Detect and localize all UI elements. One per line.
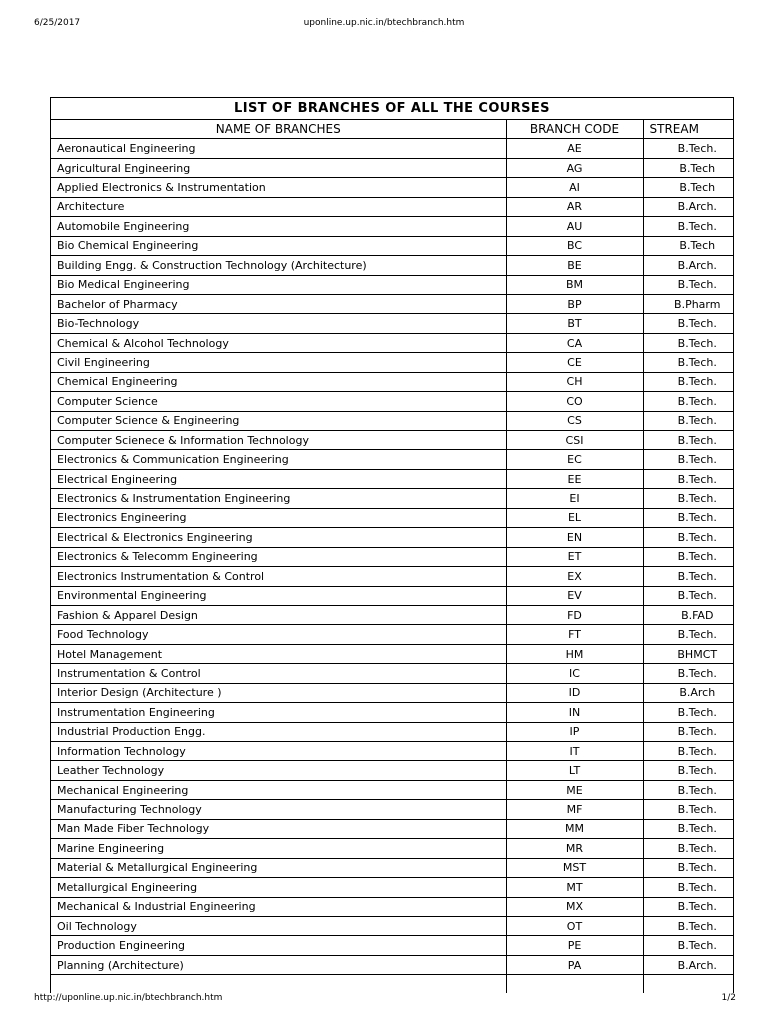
table-row	[51, 878, 733, 897]
branch-name-cell: Leather Technology	[51, 761, 506, 780]
branch-code-cell: BC	[506, 236, 643, 255]
branch-name-cell: Information Technology	[51, 742, 506, 761]
table-row	[51, 547, 733, 566]
table-row	[51, 567, 733, 586]
table-row	[51, 450, 733, 469]
branch-code-cell: BP	[506, 294, 643, 313]
stream-cell: B.Tech.	[643, 722, 733, 741]
branch-name-cell: Industrial Production Engg.	[51, 722, 506, 741]
table-row	[51, 722, 733, 741]
stream-cell: B.Tech.	[643, 586, 733, 605]
table-body	[51, 139, 733, 993]
branch-name-cell: Planning (Architecture)	[51, 955, 506, 974]
stream-cell: B.Tech.	[643, 217, 733, 236]
branch-name-cell: Bachelor of Pharmacy	[51, 294, 506, 313]
branch-name-cell: Bio Chemical Engineering	[51, 236, 506, 255]
branch-name-cell: Electronics & Telecomm Engineering	[51, 547, 506, 566]
table-row	[51, 372, 733, 391]
stream-cell: B.Arch.	[643, 197, 733, 216]
branch-name-cell: Chemical Engineering	[51, 372, 506, 391]
branches-table	[51, 120, 733, 993]
stream-cell: B.Tech.	[643, 742, 733, 761]
branch-code-cell: BT	[506, 314, 643, 333]
table-row	[51, 469, 733, 488]
table-row	[51, 217, 733, 236]
stream-cell: B.Tech.	[643, 547, 733, 566]
table-continuation-row	[51, 975, 733, 994]
branch-code-cell: CH	[506, 372, 643, 391]
branch-code-cell: PA	[506, 955, 643, 974]
table-row	[51, 839, 733, 858]
branch-name-cell: Hotel Management	[51, 644, 506, 663]
branch-name-cell: Instrumentation Engineering	[51, 703, 506, 722]
branch-code-cell: IC	[506, 664, 643, 683]
branch-code-cell: AI	[506, 178, 643, 197]
branch-name-cell: Metallurgical Engineering	[51, 878, 506, 897]
table-row	[51, 508, 733, 527]
stream-cell: B.Arch.	[643, 256, 733, 275]
branch-code-cell: AU	[506, 217, 643, 236]
branch-name-cell: Agricultural Engineering	[51, 158, 506, 177]
column-header-stream: STREAM	[643, 120, 733, 139]
branch-name-cell: Computer Science	[51, 392, 506, 411]
stream-cell: B.Tech.	[643, 800, 733, 819]
table-row	[51, 683, 733, 702]
branch-name-cell: Chemical & Alcohol Technology	[51, 333, 506, 352]
empty-cell	[506, 975, 643, 994]
branch-name-cell: Material & Metallurgical Engineering	[51, 858, 506, 877]
branch-name-cell: Mechanical & Industrial Engineering	[51, 897, 506, 916]
branch-code-cell: CSI	[506, 431, 643, 450]
table-row	[51, 353, 733, 372]
stream-cell: B.Tech.	[643, 878, 733, 897]
branch-code-cell: PE	[506, 936, 643, 955]
branch-name-cell: Bio Medical Engineering	[51, 275, 506, 294]
table-row	[51, 703, 733, 722]
branch-code-cell: AE	[506, 139, 643, 158]
stream-cell: B.Tech.	[643, 275, 733, 294]
stream-cell: B.Tech.	[643, 392, 733, 411]
table-row	[51, 197, 733, 216]
branch-code-cell: CE	[506, 353, 643, 372]
branch-name-cell: Mechanical Engineering	[51, 780, 506, 799]
stream-cell: B.Tech.	[643, 703, 733, 722]
branch-code-cell: EN	[506, 528, 643, 547]
branch-name-cell: Food Technology	[51, 625, 506, 644]
branch-code-cell: BE	[506, 256, 643, 275]
table-row	[51, 664, 733, 683]
stream-cell: B.Tech.	[643, 625, 733, 644]
branch-name-cell: Electronics Engineering	[51, 508, 506, 527]
branch-code-cell: IT	[506, 742, 643, 761]
stream-cell: BHMCT	[643, 644, 733, 663]
stream-cell: B.Tech.	[643, 508, 733, 527]
column-header-code: BRANCH CODE	[506, 120, 643, 139]
table-row	[51, 314, 733, 333]
table-row	[51, 858, 733, 877]
table-row	[51, 294, 733, 313]
branch-name-cell: Man Made Fiber Technology	[51, 819, 506, 838]
branch-name-cell: Oil Technology	[51, 916, 506, 935]
table-header-row	[51, 120, 733, 139]
page-number: 1/2	[721, 993, 736, 1003]
branch-code-cell: MR	[506, 839, 643, 858]
branch-code-cell: CS	[506, 411, 643, 430]
branch-code-cell: EX	[506, 567, 643, 586]
stream-cell: B.Arch.	[643, 955, 733, 974]
branch-name-cell: Marine Engineering	[51, 839, 506, 858]
table-row	[51, 761, 733, 780]
stream-cell: B.Tech.	[643, 528, 733, 547]
column-header-name: NAME OF BRANCHES	[51, 120, 506, 139]
table-row	[51, 586, 733, 605]
stream-cell: B.Tech.	[643, 353, 733, 372]
branch-name-cell: Computer Scienece & Information Technology	[51, 431, 506, 450]
table-row	[51, 819, 733, 838]
print-header-url: uponline.up.nic.in/btechbranch.htm	[303, 18, 465, 28]
branch-name-cell: Interior Design (Architecture )	[51, 683, 506, 702]
table-row	[51, 139, 733, 158]
table-row	[51, 605, 733, 624]
branch-name-cell: Electrical & Electronics Engineering	[51, 528, 506, 547]
branch-name-cell: Environmental Engineering	[51, 586, 506, 605]
stream-cell: B.Tech.	[643, 897, 733, 916]
stream-cell: B.Tech	[643, 236, 733, 255]
table-row	[51, 431, 733, 450]
empty-cell	[51, 975, 506, 994]
stream-cell: B.Tech.	[643, 431, 733, 450]
stream-cell: B.Tech.	[643, 819, 733, 838]
branch-code-cell: CA	[506, 333, 643, 352]
branch-code-cell: EC	[506, 450, 643, 469]
branch-code-cell: ID	[506, 683, 643, 702]
branch-name-cell: Bio-Technology	[51, 314, 506, 333]
branches-table-container	[50, 97, 734, 993]
branch-code-cell: IN	[506, 703, 643, 722]
branch-code-cell: EV	[506, 586, 643, 605]
stream-cell: B.Tech.	[643, 936, 733, 955]
stream-cell: B.Pharm	[643, 294, 733, 313]
branch-code-cell: BM	[506, 275, 643, 294]
branch-code-cell: MT	[506, 878, 643, 897]
table-row	[51, 800, 733, 819]
stream-cell: B.Tech	[643, 178, 733, 197]
branch-name-cell: Fashion & Apparel Design	[51, 605, 506, 624]
table-row	[51, 955, 733, 974]
table-row	[51, 528, 733, 547]
stream-cell: B.Tech.	[643, 314, 733, 333]
branch-code-cell: CO	[506, 392, 643, 411]
branch-code-cell: MX	[506, 897, 643, 916]
stream-cell: B.Tech.	[643, 839, 733, 858]
branch-code-cell: EE	[506, 469, 643, 488]
empty-cell	[643, 975, 733, 994]
stream-cell: B.Tech.	[643, 469, 733, 488]
stream-cell: B.Tech.	[643, 489, 733, 508]
branch-name-cell: Civil Engineering	[51, 353, 506, 372]
stream-cell: B.Tech.	[643, 916, 733, 935]
table-title: LIST OF BRANCHES OF ALL THE COURSES	[51, 98, 733, 120]
branch-name-cell: Architecture	[51, 197, 506, 216]
branch-name-cell: Electronics & Instrumentation Engineering	[51, 489, 506, 508]
table-row	[51, 625, 733, 644]
print-date: 6/25/2017	[34, 18, 81, 28]
branch-code-cell: HM	[506, 644, 643, 663]
branch-name-cell: Aeronautical Engineering	[51, 139, 506, 158]
table-row	[51, 897, 733, 916]
table-row	[51, 489, 733, 508]
branch-name-cell: Electrical Engineering	[51, 469, 506, 488]
branch-name-cell: Production Engineering	[51, 936, 506, 955]
branch-code-cell: ME	[506, 780, 643, 799]
branch-code-cell: OT	[506, 916, 643, 935]
table-row	[51, 392, 733, 411]
table-row	[51, 333, 733, 352]
branch-code-cell: FT	[506, 625, 643, 644]
stream-cell: B.Tech.	[643, 664, 733, 683]
branch-name-cell: Electronics & Communication Engineering	[51, 450, 506, 469]
stream-cell: B.Tech.	[643, 858, 733, 877]
table-row	[51, 916, 733, 935]
branch-code-cell: EL	[506, 508, 643, 527]
table-row	[51, 256, 733, 275]
branch-code-cell: EI	[506, 489, 643, 508]
table-row	[51, 275, 733, 294]
stream-cell: B.Tech	[643, 158, 733, 177]
stream-cell: B.Tech.	[643, 333, 733, 352]
stream-cell: B.FAD	[643, 605, 733, 624]
table-row	[51, 742, 733, 761]
branch-code-cell: ET	[506, 547, 643, 566]
stream-cell: B.Tech.	[643, 139, 733, 158]
stream-cell: B.Tech.	[643, 780, 733, 799]
stream-cell: B.Tech.	[643, 450, 733, 469]
stream-cell: B.Tech.	[643, 761, 733, 780]
table-row	[51, 236, 733, 255]
branch-name-cell: Instrumentation & Control	[51, 664, 506, 683]
branch-code-cell: IP	[506, 722, 643, 741]
branch-name-cell: Computer Science & Engineering	[51, 411, 506, 430]
branch-code-cell: AR	[506, 197, 643, 216]
branch-name-cell: Applied Electronics & Instrumentation	[51, 178, 506, 197]
table-row	[51, 936, 733, 955]
print-footer-url: http://uponline.up.nic.in/btechbranch.htm	[34, 993, 223, 1003]
branch-code-cell: MM	[506, 819, 643, 838]
branch-code-cell: LT	[506, 761, 643, 780]
branch-name-cell: Automobile Engineering	[51, 217, 506, 236]
branch-code-cell: AG	[506, 158, 643, 177]
stream-cell: B.Tech.	[643, 567, 733, 586]
stream-cell: B.Tech.	[643, 411, 733, 430]
table-row	[51, 158, 733, 177]
table-row	[51, 411, 733, 430]
stream-cell: B.Tech.	[643, 372, 733, 391]
table-row	[51, 178, 733, 197]
table-row	[51, 780, 733, 799]
table-row	[51, 644, 733, 663]
branch-code-cell: MST	[506, 858, 643, 877]
branch-name-cell: Manufacturing Technology	[51, 800, 506, 819]
branch-code-cell: MF	[506, 800, 643, 819]
branch-code-cell: FD	[506, 605, 643, 624]
stream-cell: B.Arch	[643, 683, 733, 702]
branch-name-cell: Electronics Instrumentation & Control	[51, 567, 506, 586]
branch-name-cell: Building Engg. & Construction Technology (Architecture)	[51, 256, 506, 275]
